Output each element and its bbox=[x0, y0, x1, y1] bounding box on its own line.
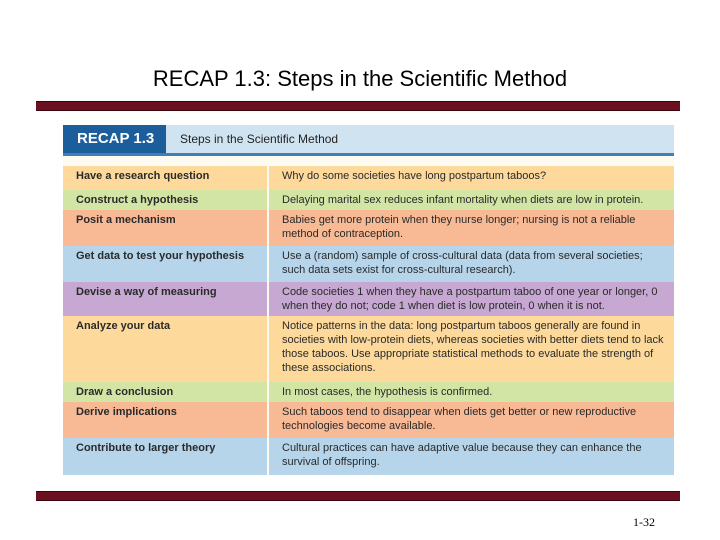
step-example: Babies get more protein when they nurse longer; nursing is not a reliable method of contraception. bbox=[269, 210, 674, 246]
step-label: Devise a way of measuring bbox=[63, 282, 267, 316]
table-row bbox=[63, 402, 674, 438]
step-label: Draw a conclusion bbox=[63, 382, 267, 402]
step-label: Get data to test your hypothesis bbox=[63, 246, 267, 282]
slide-title: RECAP 1.3: Steps in the Scientific Method bbox=[152, 66, 568, 91]
step-label: Have a research question bbox=[63, 166, 267, 190]
step-example: Code societies 1 when they have a postpartum taboo of one year or longer, 0 when they do not; code 1 when diet is low protein, 0 when it is not. bbox=[269, 282, 674, 316]
recap-badge: RECAP 1.3 bbox=[63, 125, 166, 153]
table-row bbox=[63, 190, 674, 210]
step-label: Posit a mechanism bbox=[63, 210, 267, 246]
step-label: Analyze your data bbox=[63, 316, 267, 382]
step-example: Delaying marital sex reduces infant mortality when diets are low in protein. bbox=[269, 190, 674, 210]
step-label: Construct a hypothesis bbox=[63, 190, 267, 210]
table-row bbox=[63, 210, 674, 246]
recap-table bbox=[63, 125, 674, 475]
top-divider bbox=[36, 101, 680, 111]
step-label: Contribute to larger theory bbox=[63, 438, 267, 475]
table-row bbox=[63, 438, 674, 475]
step-example: Notice patterns in the data: long postpartum taboos generally are found in societies with low-protein diets, whereas societies with better diets tend to lack those taboos. Use appropriate statistical methods to evaluate the strength of these associations. bbox=[269, 316, 674, 382]
step-label: Derive implications bbox=[63, 402, 267, 438]
table-row bbox=[63, 246, 674, 282]
page-number: 1-32 bbox=[633, 515, 655, 529]
step-example: Why do some societies have long postpartum taboos? bbox=[269, 166, 674, 190]
table-row bbox=[63, 166, 674, 190]
table-row bbox=[63, 316, 674, 382]
step-example: Cultural practices can have adaptive value because they can enhance the survival of offspring. bbox=[269, 438, 674, 475]
table-row bbox=[63, 382, 674, 402]
step-example: Such taboos tend to disappear when diets get better or new reproductive technologies become available. bbox=[269, 402, 674, 438]
recap-title: Steps in the Scientific Method bbox=[180, 132, 339, 146]
table-row bbox=[63, 282, 674, 316]
bottom-divider bbox=[36, 491, 680, 501]
step-example: In most cases, the hypothesis is confirmed. bbox=[269, 382, 674, 402]
step-example: Use a (random) sample of cross-cultural data (data from several societies; such data sets exist for cross-cultural research). bbox=[269, 246, 674, 282]
recap-header bbox=[63, 125, 674, 156]
